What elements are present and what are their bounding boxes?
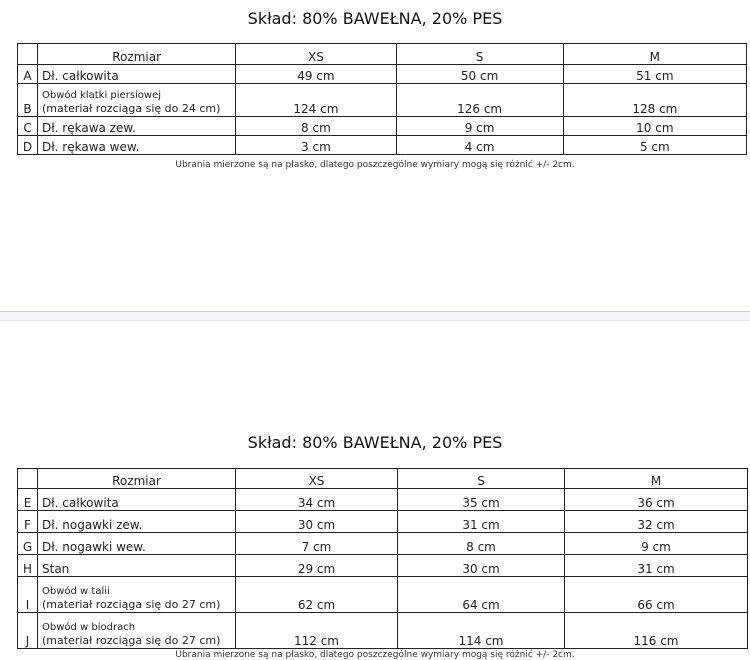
- value-xs: 3 cm: [236, 136, 396, 155]
- row-letter: D: [18, 136, 38, 155]
- row-label: Dł. nogawki zew.: [38, 511, 236, 533]
- value-s: 64 cm: [398, 577, 565, 613]
- row-label-line2: (materiał rozciąga się do 27 cm): [42, 598, 221, 611]
- top-size-table: [17, 43, 747, 155]
- header-empty-cell: [18, 44, 38, 65]
- table-row: [18, 533, 748, 555]
- header-size-s: S: [398, 469, 565, 489]
- value-m: 36 cm: [565, 489, 748, 511]
- header-size-s: S: [396, 44, 563, 65]
- header-size-xs: XS: [236, 469, 398, 489]
- measurement-note: Ubrania mierzone są na płasko, dlatego poszczególne wymiary mogą się różnić +/- 2cm.: [175, 160, 575, 170]
- row-letter: J: [18, 613, 38, 649]
- row-letter: G: [18, 533, 38, 555]
- row-label: [38, 613, 236, 649]
- value-s: 35 cm: [398, 489, 565, 511]
- row-label: Stan: [38, 555, 236, 577]
- row-label-line1: Obwód w talii: [42, 586, 110, 597]
- value-s: 114 cm: [398, 613, 565, 649]
- bottom-size-table: [17, 468, 748, 649]
- value-m: 32 cm: [565, 511, 748, 533]
- bottom-size-chart-section: [0, 425, 750, 660]
- value-xs: 49 cm: [236, 65, 396, 84]
- value-xs: 124 cm: [236, 84, 396, 117]
- table-row: [18, 65, 747, 84]
- row-label: Dł. nogawki wew.: [38, 533, 236, 555]
- row-letter: F: [18, 511, 38, 533]
- value-m: 5 cm: [563, 136, 746, 155]
- value-xs: 7 cm: [236, 533, 398, 555]
- value-s: 9 cm: [396, 117, 563, 136]
- value-xs: 29 cm: [236, 555, 398, 577]
- table-row: [18, 613, 748, 649]
- row-label: Dł. całkowita: [38, 65, 236, 84]
- value-xs: 8 cm: [236, 117, 396, 136]
- row-label-line1: Obwód klatki piersiowej: [42, 90, 162, 101]
- bottom-composition-title: Skład: 80% BAWEŁNA, 20% PES: [247, 433, 503, 452]
- value-xs: 34 cm: [236, 489, 398, 511]
- value-s: 4 cm: [396, 136, 563, 155]
- value-s: 50 cm: [396, 65, 563, 84]
- row-label: Dł. całkowita: [38, 489, 236, 511]
- value-s: 30 cm: [398, 555, 565, 577]
- table-header-row: [18, 44, 747, 65]
- value-xs: 30 cm: [236, 511, 398, 533]
- table-header-row: [18, 469, 748, 489]
- value-m: 10 cm: [563, 117, 746, 136]
- header-size-m: M: [563, 44, 746, 65]
- value-m: 116 cm: [565, 613, 748, 649]
- table-row: [18, 555, 748, 577]
- table-row: [18, 136, 747, 155]
- row-label-line2: (materiał rozciąga się do 27 cm): [42, 634, 221, 647]
- row-letter: E: [18, 489, 38, 511]
- value-s: 126 cm: [396, 84, 563, 117]
- section-divider: [0, 311, 750, 321]
- table-row: [18, 489, 748, 511]
- table-row: [18, 84, 747, 117]
- measurement-note: Ubrania mierzone są na płasko, dlatego poszczególne wymiary mogą się różnić +/- 2cm.: [175, 650, 575, 660]
- value-m: 9 cm: [565, 533, 748, 555]
- header-rozmiar: Rozmiar: [38, 469, 236, 489]
- value-m: 51 cm: [563, 65, 746, 84]
- row-label-line2: (materiał rozciąga się do 24 cm): [42, 102, 221, 115]
- header-rozmiar: Rozmiar: [38, 44, 236, 65]
- row-letter: B: [18, 84, 38, 117]
- row-label: Dł. rękawa zew.: [38, 117, 236, 136]
- row-label: [38, 577, 236, 613]
- row-label: Dł. rękawa wew.: [38, 136, 236, 155]
- value-m: 66 cm: [565, 577, 748, 613]
- row-letter: C: [18, 117, 38, 136]
- value-xs: 112 cm: [236, 613, 398, 649]
- table-row: [18, 117, 747, 136]
- row-label-line1: Obwód w biodrach: [42, 622, 136, 633]
- top-composition-title: Skład: 80% BAWEŁNA, 20% PES: [247, 9, 503, 28]
- value-xs: 62 cm: [236, 577, 398, 613]
- value-m: 128 cm: [563, 84, 746, 117]
- row-label: [38, 84, 236, 117]
- row-letter: H: [18, 555, 38, 577]
- value-s: 8 cm: [398, 533, 565, 555]
- top-size-chart-section: [0, 0, 750, 170]
- value-s: 31 cm: [398, 511, 565, 533]
- row-letter: I: [18, 577, 38, 613]
- table-row: [18, 577, 748, 613]
- header-size-xs: XS: [236, 44, 396, 65]
- row-letter: A: [18, 65, 38, 84]
- value-m: 31 cm: [565, 555, 748, 577]
- header-size-m: M: [565, 469, 748, 489]
- table-row: [18, 511, 748, 533]
- header-empty-cell: [18, 469, 38, 489]
